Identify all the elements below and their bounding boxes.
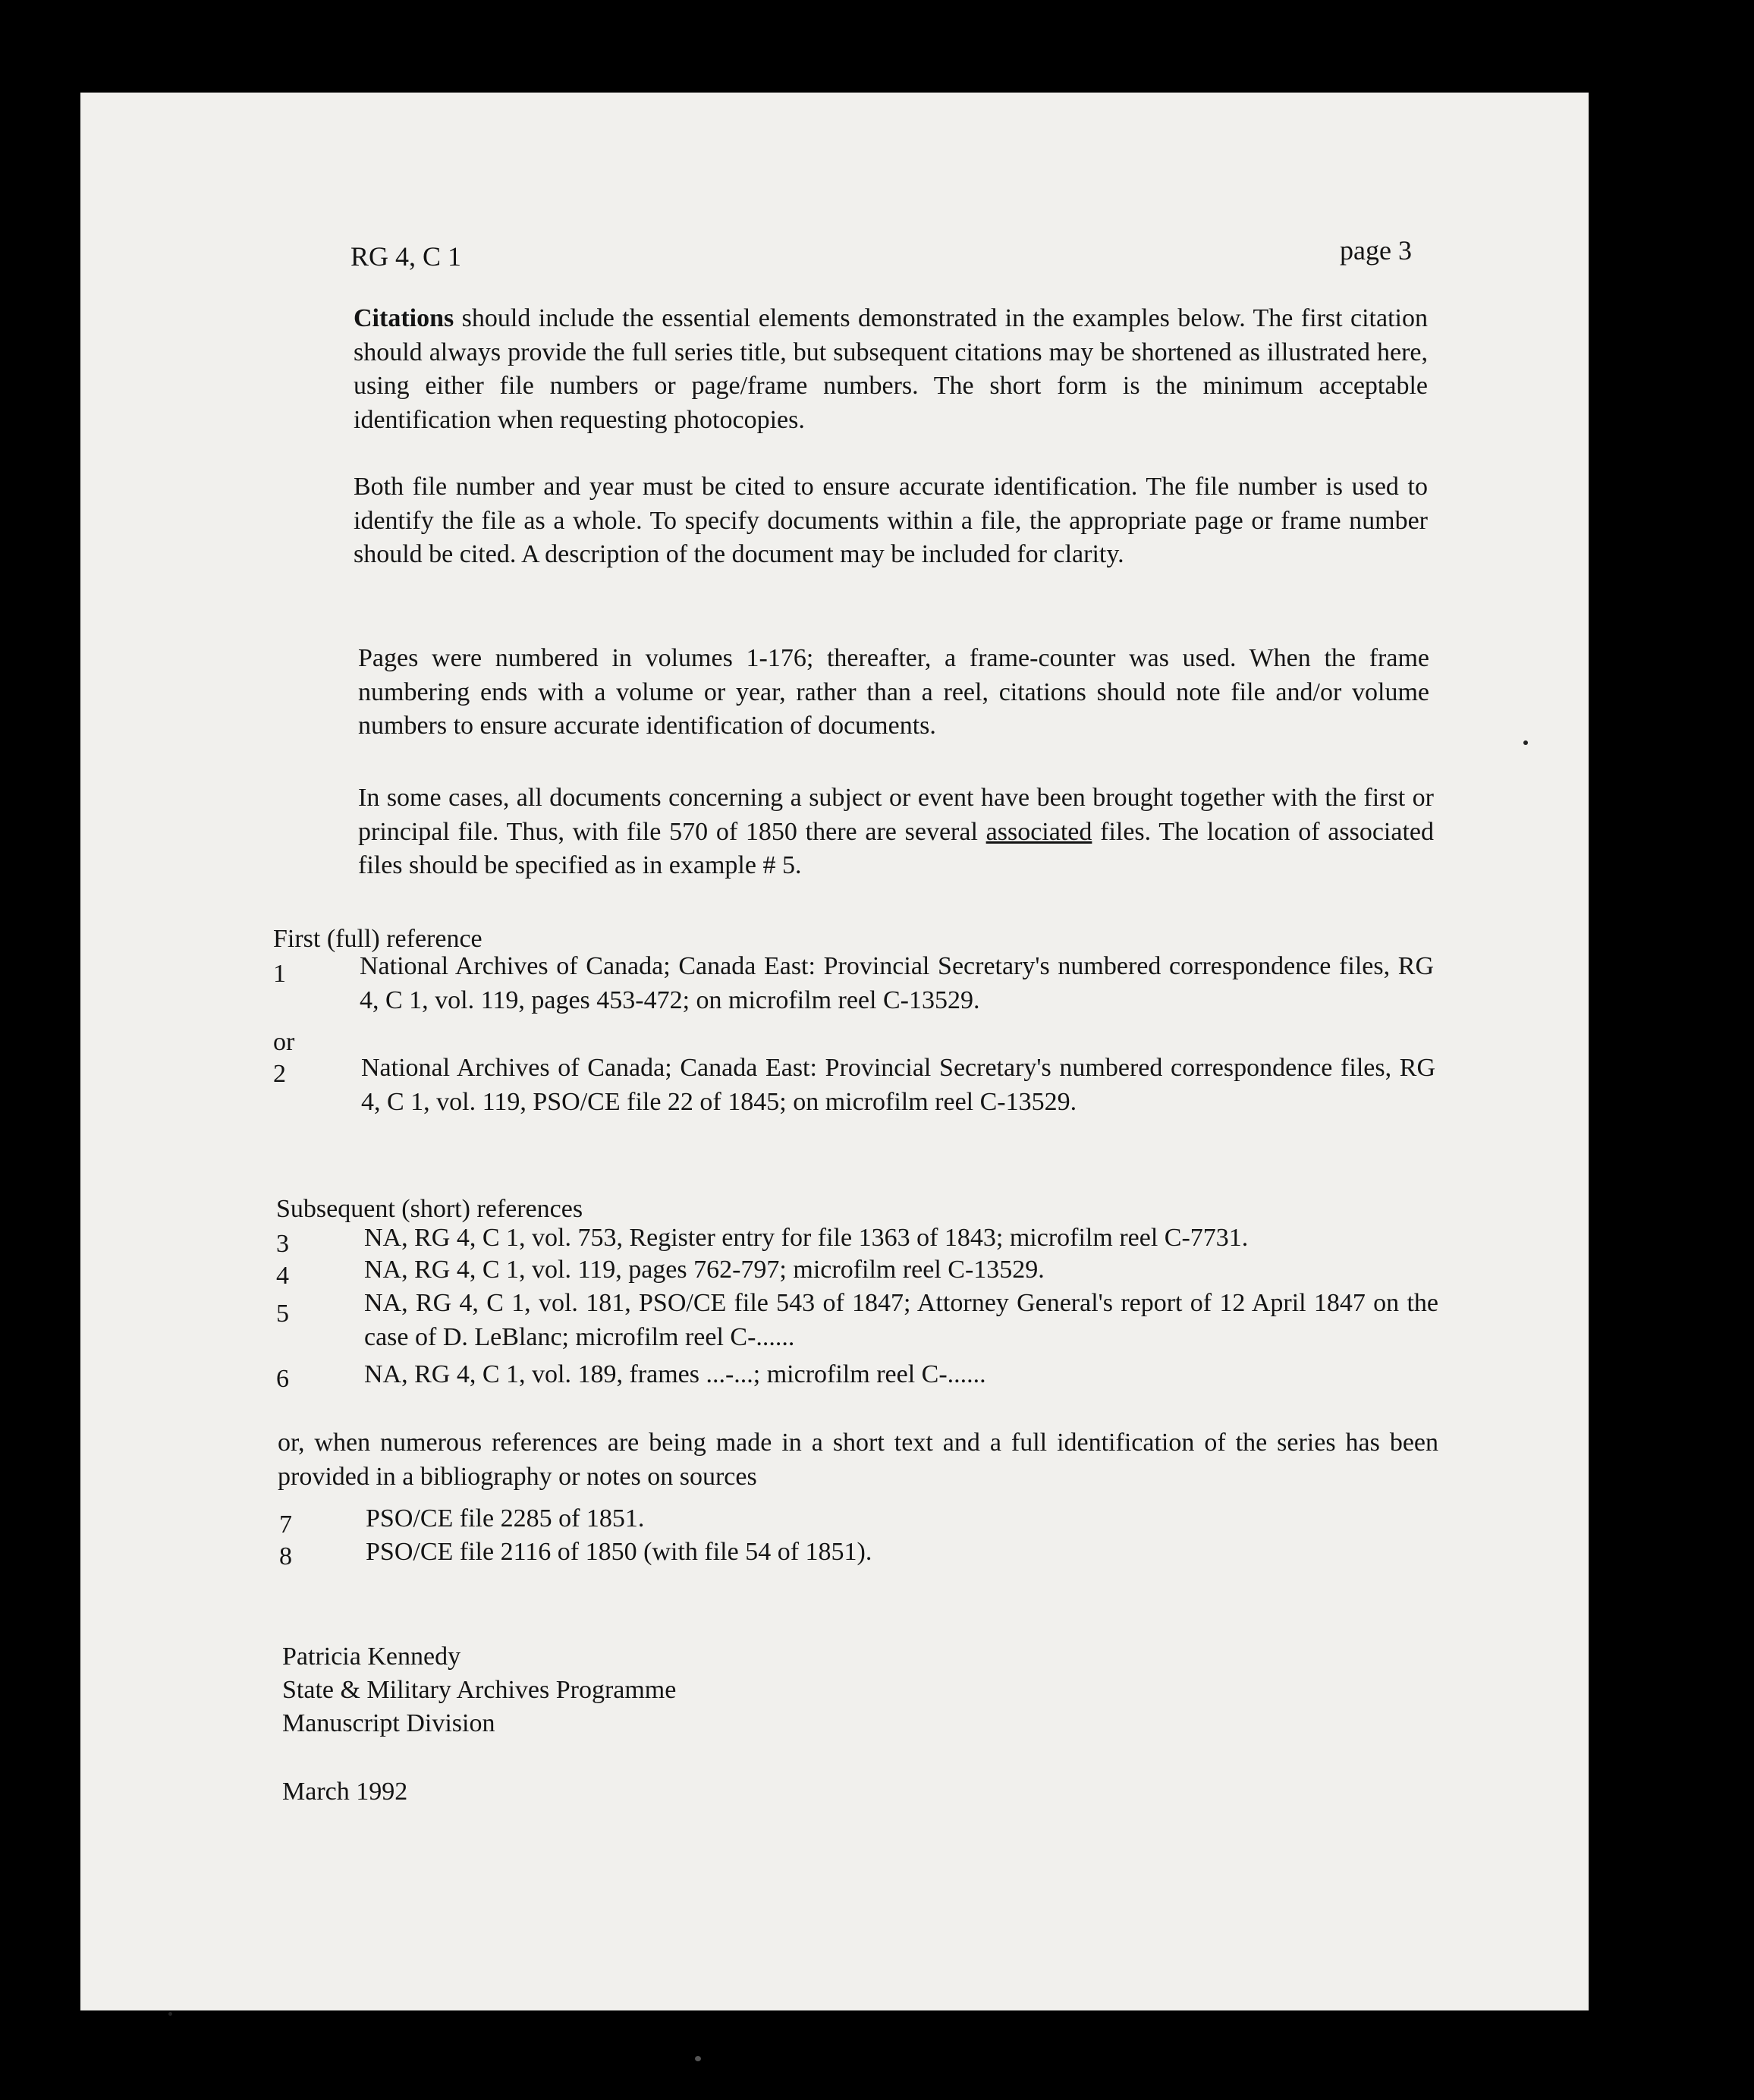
scan-speck: [1523, 740, 1528, 745]
subsequent-references-heading: Subsequent (short) references: [276, 1195, 583, 1223]
short-text-intro: or, when numerous references are being made in a short text and a full identification of the series has been provided in a bibliography or notes on sources: [278, 1429, 1438, 1491]
paragraph-associated-end: files. The location of associated files should be specified as in example # 5.: [358, 817, 1434, 879]
reference-number: 4: [276, 1262, 289, 1290]
page-number: page 3: [1340, 235, 1412, 266]
reference-item: National Archives of Canada; Canada East: Provincial Secretary's numbered correspondence files, RG 4, C 1, vol. 119, pages 453-472; on microfilm reel C-13529.: [360, 952, 1434, 1014]
citations-term: Citations: [354, 304, 454, 332]
reference-number: 7: [279, 1511, 292, 1539]
reference-number: 1: [273, 960, 286, 988]
reference-item: NA, RG 4, C 1, vol. 181, PSO/CE file 543 of 1847; Attorney General's report of 12 April 1847 on the case of D. LeBlanc; microfilm reel C-......: [364, 1289, 1438, 1351]
reference-item: PSO/CE file 2116 of 1850 (with file 54 of 1851).: [366, 1538, 872, 1566]
scan-speck: [695, 2056, 701, 2061]
paragraph-associated-start: In some cases, all documents concerning a subject or event have been brought together with the first or principal file. Thus, with file 570 of 1850 there are several: [358, 784, 1434, 846]
reference-number: 2: [273, 1060, 286, 1088]
reference-item: National Archives of Canada; Canada East: Provincial Secretary's numbered correspondence files, RG 4, C 1, vol. 119, PSO/CE file 22 of 1845; on microfilm reel C-13529.: [361, 1054, 1435, 1116]
reference-number: 8: [279, 1542, 292, 1570]
series-header: RG 4, C 1: [350, 241, 462, 272]
paragraph-citations: [354, 302, 1428, 437]
associated-term: associated: [985, 817, 1092, 846]
reference-item: PSO/CE file 2285 of 1851.: [366, 1504, 645, 1533]
paragraph-file-number: Both file number and year must be cited to ensure accurate identification. The file number is used to identify the file as a whole. To specify documents within a file, the appropriate page or frame number should be cited. A description of the document may be included for clarity.: [354, 473, 1428, 568]
document-date: March 1992: [282, 1778, 408, 1806]
reference-item: NA, RG 4, C 1, vol. 189, frames ...-...; microfilm reel C-......: [364, 1360, 986, 1388]
paragraph-pages: Pages were numbered in volumes 1-176; thereafter, a frame-counter was used. When the frame numbering ends with a volume or year, rather than a reel, citations should note file and/or volume numbers to ensure accurate identification of documents.: [358, 644, 1429, 740]
reference-number: 6: [276, 1365, 289, 1393]
reference-number: 5: [276, 1300, 289, 1328]
author-name: Patricia Kennedy: [282, 1643, 461, 1671]
reference-item: NA, RG 4, C 1, vol. 119, pages 762-797; microfilm reel C-13529.: [364, 1256, 1045, 1284]
division-name: Manuscript Division: [282, 1709, 495, 1737]
programme-name: State & Military Archives Programme: [282, 1676, 677, 1704]
or-label: or: [273, 1028, 295, 1056]
paragraph-associated: [358, 781, 1434, 883]
first-reference-heading: First (full) reference: [273, 925, 483, 953]
reference-item: NA, RG 4, C 1, vol. 753, Register entry for file 1363 of 1843; microfilm reel C-7731.: [364, 1224, 1249, 1252]
scan-speck: [168, 2012, 172, 2016]
reference-number: 3: [276, 1230, 289, 1258]
paragraph-citations-text: should include the essential elements demonstrated in the examples below. The first citation should always provide the full series title, but subsequent citations may be shortened as illustrated here, using either file numbers or page/frame numbers. The short form is the minimum acceptable identification when requesting photocopies.: [354, 304, 1428, 434]
